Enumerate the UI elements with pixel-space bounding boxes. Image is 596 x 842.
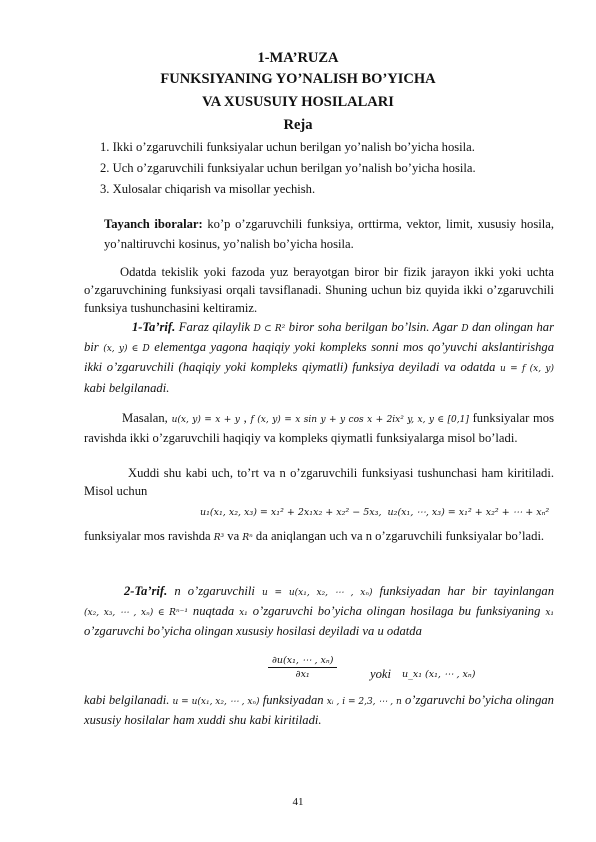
fraction-numerator: ∂u(x₁, ⋯ , xₙ) [268, 655, 337, 668]
intro-paragraph: Odatda tekislik yoki fazoda yuz berayotgan biror bir fizik jarayon ikki yoki uchta o’zgaruvchining funksiyasi orqali tavsiflanadi. Shuning uchun biz quyida ikki o’zgaruvchili funksiya tushunchasini keltiramiz. [84, 265, 554, 316]
definition-2-label: 2-Ta’rif. [124, 584, 168, 598]
plan-item-1: 1. Ikki o’zgaruvchili funksiyalar uchun berilgan yo’nalish bo’yicha hosila. [100, 140, 475, 154]
math-x1-b: x₁ [545, 608, 554, 619]
paragraph-domains: funksiyalar mos ravishda R³ va Rⁿ da aniqlangan uch va n o’zgaruvchili funksiyalar bo’ladi. [84, 529, 545, 543]
math-xy-in-D: (x, y) ∈ D [103, 344, 150, 355]
keywords-text: ko’p o’zgaruvchili funksiya, orttirma, vektor, limit, xususiy hosila, yo’naltiruvchi kosinus, yo’nalish bo’yicha hosila. [104, 217, 554, 251]
math-example-1: u(x, y) = x + y [171, 415, 240, 425]
plan-item-2: 2. Uch o’zgaruvchili funksiyalar uchun berilgan yo’nalish bo’yicha hosila. [100, 161, 476, 175]
math-domain: D ⊂ R² [253, 324, 286, 334]
math-xi: xᵢ , i = 2,3, ⋯ , n [326, 697, 402, 707]
math-R3: R³ [213, 533, 225, 543]
definition-1: 1-Ta’rif. Faraz qilaylik D ⊂ R² biror soha berilgan bo’lsin. Agar D dan olingan har bir (x, y) ∈ D elementga yagona haqiqiy yoki kompleks sonni mos qo’yuvchi akslantirishga ikki o’zgaruvchili (haqiqiy yoki kompleks qiymatli) funksiya deyiladi va odatda u = f (x, y) kabi belgilanadi. [84, 320, 554, 395]
page-number: 41 [292, 796, 304, 808]
math-ux1: u_x₁ (x₁, ⋯ , xₙ) [402, 669, 476, 680]
yoki-word: yoki [370, 667, 391, 681]
plan-item-3: 3. Xulosalar chiqarish va misollar yechish. [100, 182, 316, 196]
definition-2: 2-Ta’rif. n o’zgaruvchili u = u(x₁, x₂, ⋯ , xₙ) funksiyadan har bir tayinlangan (x₂, x₃, ⋯ , xₙ) ∈ Rⁿ⁻¹ nuqtada x₁ o’zgaruvchi bo’yicha olingan hosilaga bu funksiyaning x₁ o’zgaruvchi bo’yicha olingan xususiy hosilasi deyiladi va u odatda [84, 584, 554, 639]
math-u1: u₁(x₁, x₂, x₃) = x₁² + 2x₁x₂ + x₂² − 5x₃, [200, 507, 382, 518]
plan-heading: Reja [283, 117, 313, 133]
math-example-2: f (x, y) = x sin y + y cos x + 2ix² y, x, y ∈ [0,1] [250, 415, 469, 425]
math-u-n: u = u(x₁, x₂, ⋯ , xₙ) [261, 588, 373, 598]
closing-paragraph: kabi belgilanadi. u = u(x₁, x₂, ⋯ , xₙ) funksiyadan xᵢ , i = 2,3, ⋯ , n o’zgaruvchi bo’yicha olingan xususiy hosilalar ham xuddi shu kabi kiritiladi. [84, 693, 554, 728]
math-u-fxy: u = f (x, y) [500, 364, 554, 375]
math-u2: u₂(x₁, ⋯, x₃) = x₁² + x₂² + ⋯ + xₙ² [387, 507, 550, 518]
partial-derivative-fraction [268, 655, 337, 680]
example-paragraph: Masalan, u(x, y) = x + y , f (x, y) = x sin y + y cos x + 2ix² y, x, y ∈ [0,1] funksiyalar mos ravishda ikki o’zgaruvchili haqiqiy va kompleks qiymatli funksiyalarga misol bo’ladi. [84, 411, 554, 446]
keywords-paragraph [104, 214, 554, 254]
formula-u1-u2 [200, 507, 549, 518]
keywords-label: Tayanch iboralar: [104, 217, 203, 231]
math-point: (x₂, x₃, ⋯ , xₙ) ∈ Rⁿ⁻¹ [84, 608, 188, 619]
title-line-1: FUNKSIYANING YO’NALISH BO’YICHA [160, 71, 436, 87]
title-line-2: VA XUSUSUIY HOSILALARI [202, 94, 394, 110]
lecture-number: 1-MA’RUZA [257, 50, 339, 66]
math-Rn: Rⁿ [242, 533, 253, 543]
definition-1-label: 1-Ta’rif. [132, 320, 176, 334]
math-u-n-2: u = u(x₁, x₂, ⋯ , xₙ) [172, 697, 260, 707]
fraction-denominator: ∂x₁ [295, 669, 310, 680]
paragraph-n-variables: Xuddi shu kabi uch, to’rt va n o’zgaruvchili funksiyasi tushunchasi ham kiritiladi. Misol uchun [84, 466, 554, 499]
math-x1: x₁ [239, 608, 248, 619]
math-D: D [461, 324, 469, 334]
